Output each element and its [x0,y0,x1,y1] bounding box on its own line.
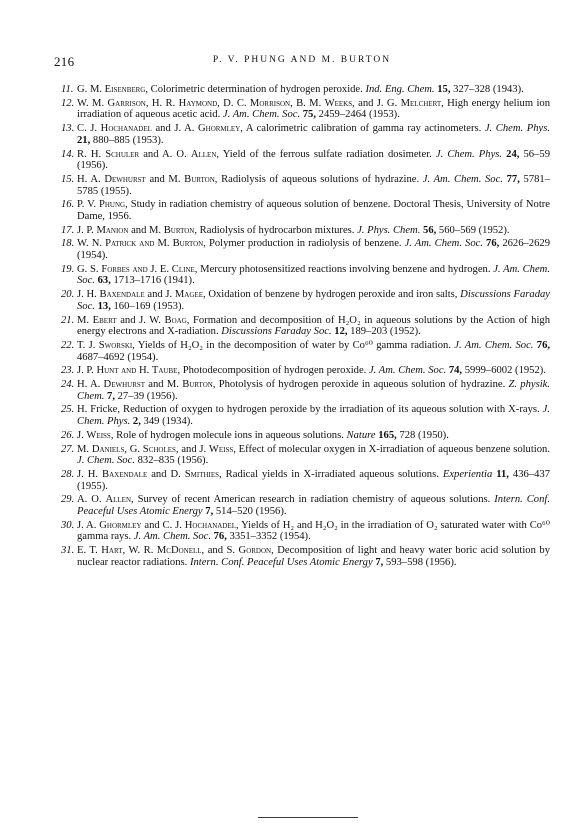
reference-text: , Formation and decomposition of H₂O₂ in aqueous solutions by the Action of high energy electrons and X-radiation. [77,314,550,338]
reference-number: 16. [61,199,75,211]
reference-text: C. J. [77,123,101,135]
reference-text: , W. R. [122,545,157,557]
reference-text: J. E. [147,263,172,275]
reference-author: Sworski [98,339,133,351]
reference-number: 17. [61,224,75,236]
reference-number: 12. [61,97,75,109]
reference-author: McDonell [156,545,202,557]
reference-text: 3351–3352 (1954). [226,531,311,543]
reference-text: 560–569 (1952). [436,224,510,236]
reference-text: 514–520 (1956). [213,505,287,517]
reference-text: , and J. [175,443,209,455]
reference-journal: Ind. Eng. Chem. [365,84,435,95]
reference-author: Boag [164,314,187,326]
reference-vol: 11, [496,469,509,480]
reference-text: and J. W. [116,314,165,326]
reference-item [54,494,550,517]
reference-text: , Photodecomposition of hydrogen peroxide. [177,365,369,377]
reference-author: Melchert [400,97,442,109]
reference-number: 15. [61,173,75,185]
reference-journal: J. Am. Chem. Soc. [454,339,534,351]
reference-item [54,379,550,402]
reference-vol: 7, [205,505,214,517]
reference-text: 436–437 (1955). [77,469,550,492]
reference-journal: Experientia [442,469,493,480]
reference-vol: 7, [107,390,115,402]
reference-text: , Radical yields in X-irradiated aqueous solutions. [219,469,443,480]
reference-item [54,264,550,287]
reference-journal: Z. physik. Chem. [77,379,550,402]
reference-author: Taube [151,365,178,377]
reference-text: and J. A. [151,123,198,135]
reference-author: Allen [105,494,132,506]
reference-text: H. A. [77,173,105,185]
reference-number: 22. [61,339,75,351]
reference-journal: J. Am. Chem. Soc. [404,238,483,250]
reference-text: , Yield of the ferrous sulfate radiation dosimeter. [216,148,436,160]
reference-journal: J. Chem. Phys. [77,404,550,428]
reference-text: and M. [145,379,183,391]
reference-journal: J. Chem. Soc. [77,455,135,467]
reference-text: 349 (1934). [140,416,193,428]
reference-text: 5999–6002 (1952). [462,365,546,377]
reference-item [54,545,550,568]
reference-text: P. V. [77,199,99,211]
reference-author: Morrison [249,97,291,109]
reference-text: 327–328 (1943). [450,84,524,95]
reference-vol: 75, [302,109,316,121]
reference-text: G. M. [77,84,105,95]
reference-text: , High energy helium ion irradiation of aqueous acetic acid. [77,97,550,121]
reference-text: M. [77,314,93,326]
reference-text: R. H. [77,148,106,160]
reference-vol: 21, [77,134,91,146]
reference-list [54,84,550,571]
reference-number: 11. [61,84,74,95]
reference-text: , Colorimetric determination of hydrogen peroxide. [145,84,366,95]
reference-text: 27–39 (1956). [114,390,178,402]
reference-text: , Oxidation of benzene by hydrogen peroxide and iron salts, [202,289,461,301]
reference-number: 13. [61,123,75,135]
reference-text: and C. J. [141,519,185,531]
reference-journal: J. Phys. Chem. [357,224,421,236]
reference-text: 728 (1950). [396,429,449,441]
reference-author: Ghormley [198,123,241,135]
page-header [54,54,550,70]
reference-author: Dewhurst [104,173,146,185]
reference-author: Cline [171,263,195,275]
reference-vol: 13, [97,300,111,312]
bottom-link-underline[interactable] [258,817,358,818]
reference-item [54,340,550,363]
reference-text: , Effect of molecular oxygen in X-irradiation of aqueous benzene solution. [233,443,550,455]
reference-vol: 76, [213,531,227,543]
reference-author: Daniels [91,443,125,455]
reference-journal: Intern. Conf. Peaceful Uses Atomic Energy [189,556,373,568]
reference-item [54,225,550,237]
reference-number: 20. [61,289,75,301]
reference-text: and D. [147,469,185,480]
reference-number: 21. [61,314,75,326]
reference-text: W. M. [77,97,108,109]
reference-author: Hunt and [96,365,137,377]
reference-text: , and S. [201,545,239,557]
reference-text: E. T. [77,545,102,557]
reference-text: , Radiolysis of hydrocarbon mixtures. [194,224,358,236]
reference-text: 160–169 (1953). [110,300,185,312]
running-head: P. V. PHUNG AND M. BURTON [212,55,392,65]
reference-item [54,444,550,467]
reference-text: and J. [144,289,175,301]
reference-text: 2459–2464 (1953). [316,109,400,121]
reference-text: , A calorimetric calibration of gamma ray actinometers. [240,123,485,135]
reference-item [54,174,550,197]
reference-text: , H. R. [145,97,179,109]
reference-text: , Yields of H₂ and H₂O₂ in the irradiation of O₂ saturated water with Co⁶⁰ gamma rays. [77,519,550,543]
reference-author: Smithies [184,469,220,480]
reference-number: 25. [61,404,75,416]
reference-text: 2626–2629 (1954). [77,238,550,262]
reference-journal: J. Am. Chem. Soc. [368,365,447,377]
reference-journal: J. Am. Chem. Soc. [422,173,503,185]
reference-text: , and J. G. [352,97,401,109]
reference-number: 30. [61,519,75,531]
reference-item [54,404,550,427]
reference-text: M. [154,238,173,250]
reference-author: Gordon [238,545,272,557]
reference-author: Burton [184,173,215,185]
reference-author: Ebert [92,314,117,326]
reference-text: J. H. [77,289,100,301]
reference-text: , Decomposition of light and heavy water boric acid solution by nuclear reactor radiations. [77,545,551,568]
reference-text: , G. [124,443,143,455]
reference-item [54,315,550,338]
reference-text: H. Fricke, Reduction of oxygen to hydrogen peroxide by the irradiation of its aqueous solution with X-rays. [77,404,543,416]
reference-text: 1713–1716 (1941). [110,275,195,287]
reference-author: Allen [190,148,217,160]
reference-item [54,430,550,442]
reference-author: Eisenberg [104,84,146,95]
reference-text: J. P. [77,224,97,236]
reference-text: H. A. [77,379,104,391]
reference-author: Weeks [324,97,353,109]
reference-number: 19. [61,263,75,275]
reference-journal: Discussions Faraday Soc. [221,326,332,338]
reference-text: J. H. [77,469,103,480]
reference-journal: Nature [346,429,376,441]
reference-author: Forbes and [101,263,148,275]
reference-author: Garrison [107,97,146,109]
reference-number: 26. [61,429,75,441]
reference-item [54,520,550,543]
reference-text: T. J. [77,339,99,351]
reference-journal: Intern. Conf. Peaceful Uses Atomic Energy [77,494,550,517]
reference-text: 880–885 (1953). [90,134,164,146]
reference-author: Weiss [86,429,111,441]
reference-text: W. N. [77,238,106,250]
reference-vol: 77, [506,173,520,185]
reference-text: 4687–4692 (1954). [77,351,159,363]
reference-author: Baxendale [99,289,145,301]
reference-author: Weiss [208,443,234,455]
reference-author: Hart [101,545,123,557]
reference-journal: J. Chem. Phys. [435,148,503,160]
reference-item [54,289,550,312]
reference-text: , Radiolysis of aqueous solutions of hydrazine. [214,173,423,185]
reference-author: Burton [172,238,204,250]
reference-author: Scholes [142,443,176,455]
reference-author: Baxendale [102,469,148,480]
reference-text: , Study in radiation chemistry of aqueous solution of benzene. Doctoral Thesis, University of Notre Dame, 1956. [77,199,550,222]
reference-journal: J. Am. Chem. Soc. [222,109,301,121]
reference-text: , Role of hydrogen molecule ions in aqueous solutions. [110,429,347,441]
reference-text: , Survey of recent American research in radiation chemistry of aqueous solutions. [131,494,495,506]
reference-text: and M. [145,173,185,185]
reference-number: 24. [61,379,75,391]
reference-journal: Discussions Faraday Soc. [77,289,550,312]
reference-item [54,199,550,222]
reference-journal: J. Chem. Phys. [484,123,550,135]
reference-vol: 7, [375,556,384,568]
reference-vol: 76, [536,339,551,351]
reference-number: 27. [61,443,75,455]
reference-author: Haymond [178,97,218,109]
reference-author: Patrick and [105,238,155,250]
reference-number: 31. [61,545,75,557]
reference-author: Burton [163,224,195,236]
reference-author: Manion [96,224,129,236]
reference-text: , Yields of H₂O₂ in the decomposition of water by Co⁶⁰ gamma radiation. [132,339,455,351]
reference-item [54,469,550,492]
reference-item [54,149,550,172]
reference-text: M. [77,443,92,455]
reference-author: Schuler [105,148,140,160]
reference-vol: 2, [132,416,141,428]
reference-number: 14. [61,148,75,160]
reference-item [54,123,550,146]
reference-text: J. P. [77,365,97,377]
reference-text: and A. O. [139,148,191,160]
reference-author: Burton [182,379,213,391]
reference-journal: J. Am. Chem. Soc. [77,263,550,287]
reference-text: H. [136,365,152,377]
reference-vol: 76, [486,238,500,250]
reference-text: 189–203 (1952). [347,326,421,338]
reference-author: Dewhurst [103,379,146,391]
reference-item [54,238,550,261]
reference-item [54,84,550,96]
reference-text: , D. C. [217,97,250,109]
reference-text: , B. M. [290,97,325,109]
reference-author: Phung [98,199,126,211]
reference-number: 29. [61,494,75,506]
reference-text: , Polymer production in radiolysis of benzene. [203,238,405,250]
reference-text: J. [77,429,87,441]
reference-item [54,98,550,121]
reference-text: G. S. [77,263,102,275]
reference-text: J. A. [77,519,100,531]
reference-vol: 74, [448,365,463,377]
reference-text: and M. [128,224,164,236]
reference-item [54,365,550,377]
reference-vol: 63, [97,275,111,287]
reference-vol: 24, [506,148,520,160]
page-number: 216 [54,54,75,69]
reference-vol: 15, [437,84,451,95]
reference-text: A. O. [77,494,106,506]
reference-number: 28. [61,469,75,480]
reference-number: 18. [61,238,75,250]
reference-vol: 12, [334,326,348,338]
reference-author: Ghormley [99,519,142,531]
reference-vol: 165, [378,429,397,441]
reference-text: 593–598 (1956). [383,556,457,568]
reference-author: Hochanadel [184,519,236,531]
reference-text: 56–59 (1956). [77,148,550,172]
reference-text: , Photolysis of hydrogen peroxide in aqueous solution of hydrazine. [212,379,509,391]
reference-vol: 56, [423,224,437,236]
reference-author: Hochanadel [100,123,152,135]
reference-author: Magee [174,289,203,301]
reference-journal: J. Am. Chem. Soc. [133,531,211,543]
reference-text: , Mercury photosensitized reactions involving benzene and hydrogen. [194,263,494,275]
reference-text: 832–835 (1956). [134,455,209,467]
reference-number: 23. [61,365,75,377]
reference-text: 5781–5785 (1955). [77,173,551,197]
